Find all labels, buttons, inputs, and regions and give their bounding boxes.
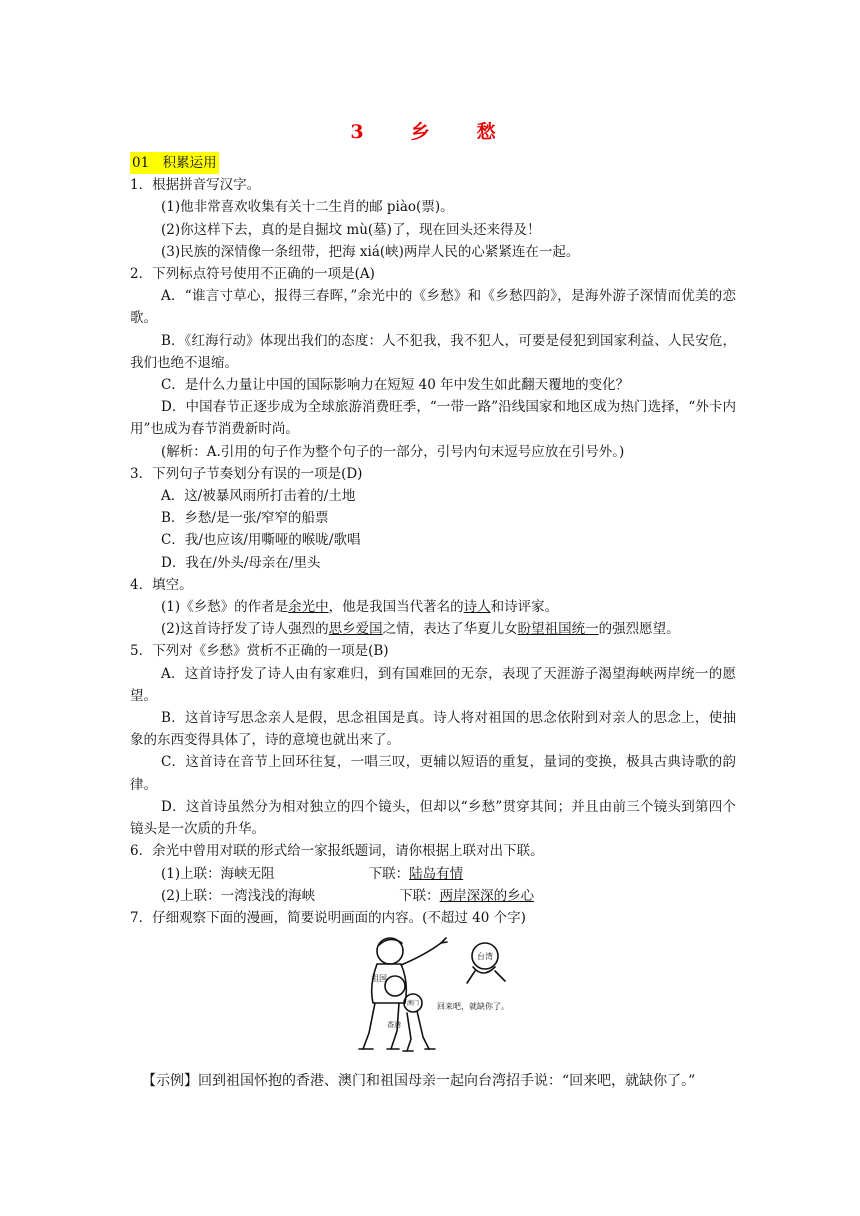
worksheet-body — [130, 152, 736, 1062]
question-1-stem: 1．根据拼音写汉字。 — [130, 177, 261, 194]
cartoon-area — [130, 929, 736, 1062]
cartoon-illustration — [355, 931, 535, 1059]
mother-figure-arm — [401, 943, 441, 965]
question-2-option: D．中国春节正逐步成为全球旅游消费旺季，“一带一路”沿线国家和地区成为热门选择，“外卡内用”也成为春节消费新时尚。 — [130, 399, 736, 438]
mother-figure-body — [372, 964, 407, 1003]
question-5-option: B．这首诗写思念亲人是假，思念祖国是真。诗人将对祖国的思念依附到对亲人的思念上，使抽象的东西变得具体了，诗的意境也就出来了。 — [130, 710, 736, 749]
label-motherland: 祖国 — [371, 974, 387, 984]
question-4-item-2: (2)这首诗抒发了诗人强烈的思乡爱国之情，表达了华夏儿女盼望祖国统一的强烈愿望。 — [161, 621, 680, 638]
question-5-stem: 5．下列对《乡愁》赏析不正确的一项是(B) — [130, 643, 389, 660]
question-1-item: (1)他非常喜欢收集有关十二生肖的邮 piào(票)。 — [161, 199, 454, 216]
question-2-analysis: (解析：A.引用的句子作为整个句子的一部分，引号内句末逗号应放在引号外。) — [161, 443, 625, 460]
question-3-stem: 3．下列句子节奏划分有误的一项是(D) — [130, 465, 363, 482]
speech-text: 回来吧，就缺你了。 — [437, 1002, 509, 1012]
label-taiwan: 台湾 — [477, 952, 493, 962]
couplet-answer: 两岸深深的乡心 — [439, 887, 535, 904]
couplet-row: (2)上联：一湾浅浅的海峡 下联：两岸深深的乡心 — [161, 887, 535, 904]
question-3-option: A．这/被暴风雨所打击着的/土地 — [161, 488, 356, 505]
question-1-item: (3)民族的深情像一条纽带，把海 xiá(峡)两岸人民的心紧紧连在一起。 — [161, 243, 580, 260]
question-7-answer: 【示例】回到祖国怀抱的香港、澳门和祖国母亲一起向台湾招手说：“回来吧，就缺你了。” — [142, 1073, 696, 1089]
question-7-stem: 7．仔细观察下面的漫画，简要说明画面的内容。(不超过 40 个字) — [130, 909, 526, 926]
question-2-option: C．是什么力量让中国的国际影响力在短短 40 年中发生如此翻天覆地的变化？ — [161, 377, 630, 394]
question-3-option: C．我/也应该/用嘶哑的喉咙/歌唱 — [161, 532, 361, 549]
answer-wish: 盼望祖国统一 — [517, 621, 599, 638]
question-5-option: D．这首诗虽然分为相对独立的四个镜头，但却以“乡愁”贯穿其间；并且由前三个镜头到第四个镜头是一次质的升华。 — [130, 798, 736, 838]
question-5-option: C．这首诗在音节上回环往复，一唱三叹，更辅以短语的重复，量词的变换，极具古典诗歌的韵律。 — [130, 754, 736, 793]
question-4-item-1: (1)《乡愁》的作者是余光中，他是我国当代著名的诗人和诗评家。 — [161, 599, 559, 616]
question-6-stem: 6．余光中曾用对联的形式给一家报纸题词，请你根据上联对出下联。 — [130, 843, 544, 860]
label-hongkong: 香港 — [387, 1021, 401, 1030]
question-5-option: A．这首诗抒发了诗人由有家难归，到有国难回的无奈，表现了天涯游子渴望海峡两岸统一的愿望。 — [130, 665, 736, 704]
question-3-option: D．我在/外头/母亲在/里头 — [161, 554, 321, 571]
question-2-stem: 2．下列标点符号使用不正确的一项是(A) — [130, 266, 375, 283]
answer-author: 余光中 — [288, 599, 329, 616]
question-2-option: B．《红海行动》体现出我们的态度：人不犯我，我不犯人，可要是侵犯到国家利益、人民安危，我们也绝不退缩。 — [130, 332, 736, 371]
question-1-item: (2)你这样下去，真的是自掘坟 mù(墓)了，现在回头还来得及！ — [161, 221, 541, 238]
page-title: 3 乡 愁 — [350, 121, 510, 143]
child-hongkong — [385, 976, 405, 996]
couplet-row: (1)上联：海峡无阻 下联：陆岛有情 — [161, 865, 464, 882]
question-4-stem: 4．填空。 — [130, 576, 193, 593]
question-2-option: A．“谁言寸草心，报得三春晖，”余光中的《乡愁》和《乡愁四韵》，是海外游子深情而优美的恋歌。 — [130, 288, 736, 327]
couplet-answer: 陆岛有情 — [409, 865, 464, 882]
answer-emotion: 思乡爱国 — [328, 621, 383, 638]
answer-poet: 诗人 — [463, 599, 491, 616]
question-3-option: B．乡愁/是一张/窄窄的船票 — [161, 510, 329, 527]
section-label: 01 积累运用 — [130, 152, 219, 174]
label-macau: 澳门 — [407, 1000, 420, 1008]
